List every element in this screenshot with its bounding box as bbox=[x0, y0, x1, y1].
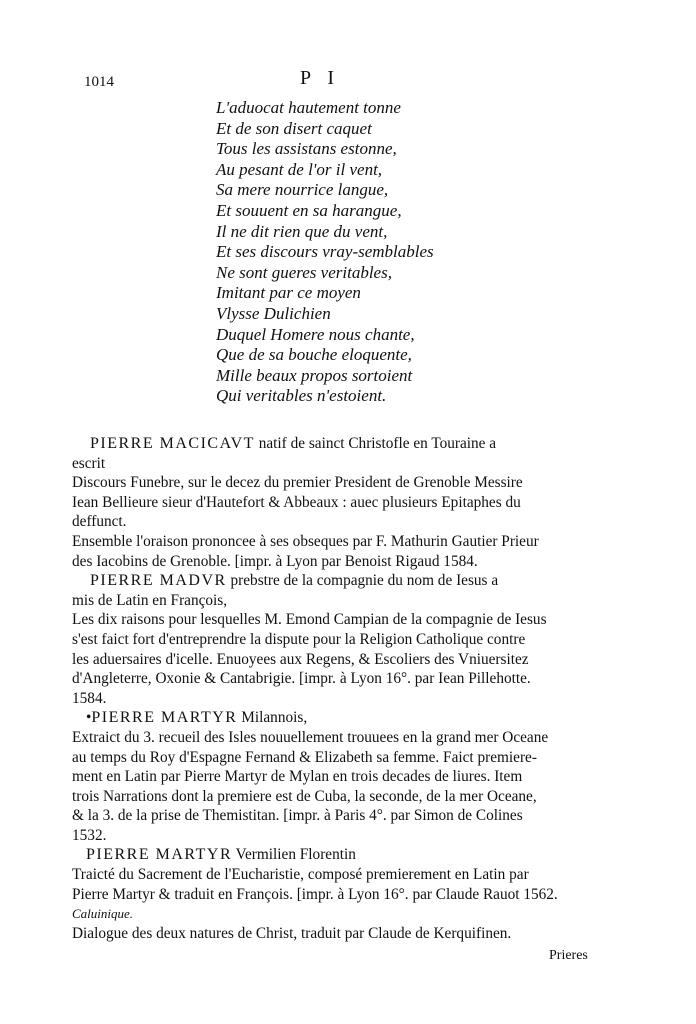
entry-note: Caluinique. bbox=[72, 906, 134, 922]
entry-line: Les dix raisons pour lesquelles M. Emond Campian de la compagnie de Iesus bbox=[72, 611, 547, 629]
entry-line: d'Angleterre, Oxonie & Cantabrigie. [impr. à Lyon 16°. par Iean Pillehotte. bbox=[72, 670, 531, 688]
entry-line: escrit bbox=[72, 454, 106, 472]
running-header: P I bbox=[300, 67, 341, 89]
author-intro: prebstre de la compagnie du nom de Iesus a bbox=[226, 572, 499, 590]
entry-line: 1584. bbox=[72, 689, 107, 707]
author-name: PIERRE MARTYR bbox=[91, 709, 238, 727]
bibliography-entries bbox=[72, 434, 612, 943]
poem-line: Mille beaux propos sortoient bbox=[216, 365, 413, 385]
entry-line: Extraict du 3. recueil des Isles nouuellement trouuees en la grand mer Oceane bbox=[72, 728, 549, 746]
entry-line: Traicté du Sacrement de l'Eucharistie, composé premierement en Latin par bbox=[72, 866, 529, 884]
entry-line: Ensemble l'oraison prononcee à ses obseques par F. Mathurin Gautier Prieur bbox=[72, 532, 539, 550]
author-name: PIERRE MARTYR bbox=[86, 846, 233, 864]
catchword: Prieres bbox=[549, 948, 588, 963]
poem-line: L'aduocat hautement tonne bbox=[216, 98, 401, 117]
poem-line: Imitant par ce moyen bbox=[216, 283, 361, 303]
entry-line: au temps du Roy d'Espagne Fernand & Elizabeth sa femme. Faict premiere- bbox=[72, 748, 537, 766]
entry-line: des Iacobins de Grenoble. [impr. à Lyon par Benoist Rigaud 1584. bbox=[72, 552, 478, 570]
author-intro: natif de sainct Christofle en Touraine a bbox=[254, 435, 497, 452]
author-intro: Vermilien Florentin bbox=[232, 846, 356, 864]
bullet-mark: • bbox=[86, 709, 92, 727]
poem-line: Et de son disert caquet bbox=[216, 118, 372, 138]
author-name: PIERRE MACICAVT bbox=[90, 435, 255, 452]
poem-line: Vlysse Dulichien bbox=[216, 303, 331, 323]
entry-heading bbox=[72, 845, 612, 865]
entry-line: & la 3. de la prise de Themistitan. [impr. à Paris 4°. par Simon de Colines bbox=[72, 807, 523, 825]
poem-line: Qui veritables n'estoient. bbox=[216, 386, 387, 406]
entry-line: Pierre Martyr & traduit en François. [impr. à Lyon 16°. par Claude Rauot 1562. bbox=[72, 885, 558, 903]
poem-line: Et ses discours vray-semblables bbox=[216, 242, 434, 262]
poem-line: Il ne dit rien que du vent, bbox=[216, 221, 388, 241]
entry-heading bbox=[72, 708, 612, 728]
poem-line: Au pesant de l'or il vent, bbox=[216, 159, 383, 179]
poem-line: Que de sa bouche eloquente, bbox=[216, 345, 412, 365]
entry-line: mis de Latin en François, bbox=[72, 591, 228, 609]
poem bbox=[216, 98, 434, 407]
entry-line: Dialogue des deux natures de Christ, traduit par Claude de Kerquifinen. bbox=[72, 924, 512, 942]
author-intro: Milannois, bbox=[237, 709, 308, 727]
entry-line: s'est faict fort d'entreprendre la dispute pour la Religion Catholique contre bbox=[72, 630, 526, 648]
entry-line: trois Narrations dont la premiere est de Cuba, la seconde, de la mer Oceane, bbox=[72, 787, 537, 805]
poem-line: Tous les assistans estonne, bbox=[216, 139, 397, 159]
entry-line: les aduersaires d'icelle. Enuoyees aux Regens, & Escoliers des Vniuersitez bbox=[72, 650, 529, 668]
poem-line: Sa mere nourrice langue, bbox=[216, 180, 389, 200]
poem-line: Ne sont gueres veritables, bbox=[216, 262, 392, 282]
entry-heading bbox=[72, 571, 612, 591]
entry-line: 1532. bbox=[72, 826, 107, 844]
entry-heading bbox=[72, 434, 612, 454]
page-number: 1014 bbox=[84, 74, 114, 90]
entry-line: Iean Bellieure sieur d'Hautefort & Abbeaux : auec plusieurs Epitaphes du bbox=[72, 493, 521, 511]
entry-line: Discours Funebre, sur le decez du premier President de Grenoble Messire bbox=[72, 474, 523, 492]
author-name: PIERRE MADVR bbox=[90, 572, 227, 590]
poem-line: Et souuent en sa harangue, bbox=[216, 200, 402, 220]
entry-line: ment en Latin par Pierre Martyr de Mylan en trois decades de liures. Item bbox=[72, 768, 523, 786]
entry-line: deffunct. bbox=[72, 513, 127, 531]
poem-line: Duquel Homere nous chante, bbox=[216, 324, 415, 344]
